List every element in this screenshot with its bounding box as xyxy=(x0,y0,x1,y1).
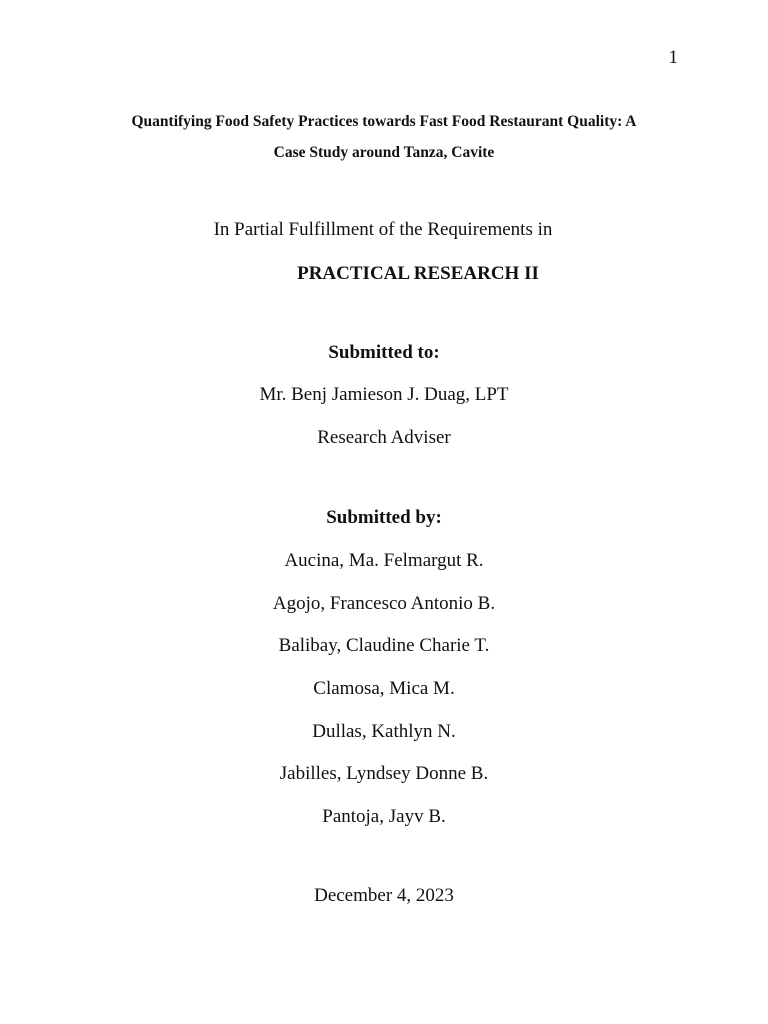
adviser-name: Mr. Benj Jamieson J. Duag, LPT xyxy=(259,384,509,405)
author-list xyxy=(0,549,768,848)
submitted-by-heading: Submitted by: xyxy=(326,507,442,528)
author-name: Pantoja, Jayv B. xyxy=(322,806,446,828)
submitted-to-heading: Submitted to: xyxy=(328,342,440,363)
author-name: Dullas, Kathlyn N. xyxy=(312,720,456,742)
author-name: Jabilles, Lyndsey Donne B. xyxy=(279,763,489,785)
paper-title-line-1: Quantifying Food Safety Practices towards Fast Food Restaurant Quality: A xyxy=(131,113,637,130)
fulfillment-statement: In Partial Fulfillment of the Requirements in xyxy=(213,219,553,240)
page-number: 1 xyxy=(668,47,678,68)
author-name: Agojo, Francesco Antonio B. xyxy=(272,592,496,614)
author-name: Balibay, Claudine Charie T. xyxy=(278,635,490,657)
paper-title-line-2: Case Study around Tanza, Cavite xyxy=(273,144,495,161)
course-name: PRACTICAL RESEARCH II xyxy=(297,263,539,284)
adviser-role: Research Adviser xyxy=(317,427,451,448)
author-name: Clamosa, Mica M. xyxy=(313,678,455,700)
paper-title xyxy=(60,106,708,168)
submission-date: December 4, 2023 xyxy=(314,885,454,906)
author-name: Aucina, Ma. Felmargut R. xyxy=(284,550,484,571)
